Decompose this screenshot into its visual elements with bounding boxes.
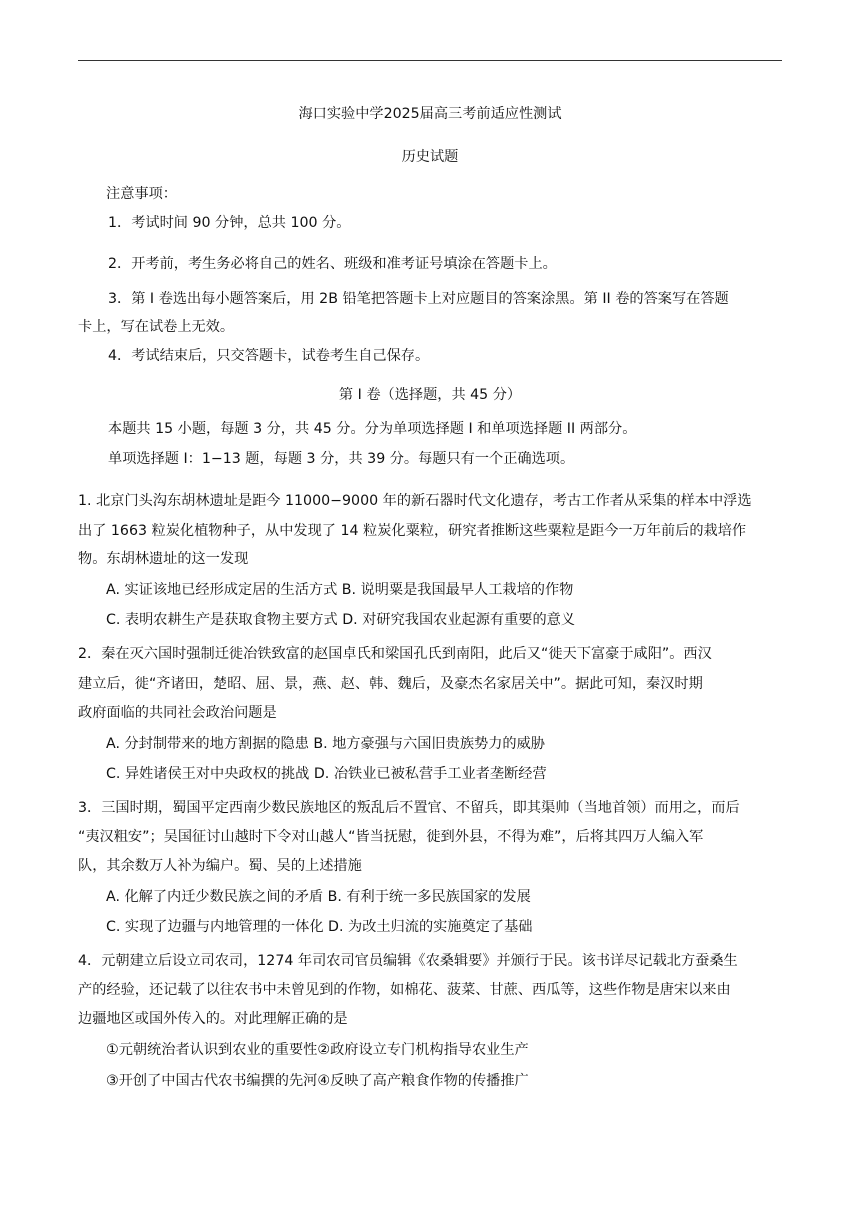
notice-item: 3．第 I 卷选出每小题答案后，用 2B 铅笔把答题卡上对应题目的答案涂黑。第 II 卷的答案写在答题 — [108, 291, 729, 307]
question-2-options: C. 异姓诸侯王对中央政权的挑战 D. 冶铁业已被私营手工业者垄断经营 — [106, 766, 547, 782]
question-3-text: “夷汉粗安”；吴国征讨山越时下令对山越人“皆当抚慰，徙到外县，不得为难”，后将其四万人编入军 — [78, 829, 704, 845]
question-1-options: A. 实证该地已经形成定居的生活方式 B. 说明粟是我国最早人工栽培的作物 — [106, 582, 574, 598]
question-4-options: ③开创了中国古代农书编撰的先河④反映了高产粮食作物的传播推广 — [106, 1073, 529, 1089]
exam-title: 海口实验中学2025届高三考前适应性测试 — [298, 106, 562, 122]
question-2-options: A. 分封制带来的地方割据的隐患 B. 地方豪强与六国旧贵族势力的威胁 — [106, 736, 545, 752]
notice-item: 卡上，写在试卷上无效。 — [78, 319, 235, 335]
question-1-options: C. 表明农耕生产是获取食物主要方式 D. 对研究我国农业起源有重要的意义 — [106, 612, 576, 628]
subject-title: 历史试题 — [401, 149, 459, 165]
question-3-options: A. 化解了内迁少数民族之间的矛盾 B. 有利于统一多民族国家的发展 — [106, 889, 531, 905]
section-intro: 本题共 15 小题，每题 3 分，共 45 分。分为单项选择题 I 和单项选择题 II 两部分。 — [108, 421, 637, 437]
header-rule — [78, 60, 782, 61]
section-subheading: 单项选择题 I：1−13 题，每题 3 分，共 39 分。每题只有一个正确选项。 — [108, 451, 575, 467]
question-4-options: ①元朝统治者认识到农业的重要性②政府设立专门机构指导农业生产 — [106, 1042, 529, 1058]
question-1-text: 1. 北京门头沟东胡林遗址是距今 11000−9000 年的新石器时代文化遗存，考古工作者从采集的样本中浮选 — [78, 493, 752, 509]
question-2-text: 2．秦在灭六国时强制迁徙冶铁致富的赵国卓氏和梁国孔氏到南阳，此后又“徙天下富豪于咸阳”。西汉 — [78, 646, 712, 662]
question-3-text: 队，其余数万人补为编户。蜀、吴的上述措施 — [78, 858, 362, 874]
question-4-text: 产的经验，还记载了以往农书中未曾见到的作物，如棉花、菠菜、甘蔗、西瓜等，这些作物是唐宋以来由 — [78, 982, 731, 998]
question-1-text: 物。东胡林遗址的这一发现 — [78, 551, 249, 567]
question-3-text: 3．三国时期，蜀国平定西南少数民族地区的叛乱后不置官、不留兵，即其渠帅（当地首领）而用之，而后 — [78, 800, 740, 816]
question-2-text: 政府面临的共同社会政治问题是 — [78, 705, 277, 721]
question-4-text: 4．元朝建立后设立司农司，1274 年司农司官员编辑《农桑辑要》并颁行于民。该书详尽记载北方蚕桑生 — [78, 953, 738, 969]
section-title: 第 I 卷（选择题，共 45 分） — [338, 387, 522, 403]
question-4-text: 边疆地区或国外传入的。对此理解正确的是 — [78, 1011, 348, 1027]
question-1-text: 出了 1663 粒炭化植物种子，从中发现了 14 粒炭化粟粒，研究者推断这些粟粒是距今一万年前后的栽培作 — [78, 523, 747, 539]
notice-heading: 注意事项： — [106, 186, 177, 202]
notice-item: 1．考试时间 90 分钟，总共 100 分。 — [108, 215, 351, 231]
notice-item: 2．开考前，考生务必将自己的姓名、班级和准考证号填涂在答题卡上。 — [108, 256, 557, 272]
question-2-text: 建立后，徙“齐诸田，楚昭、屈、景，燕、赵、韩、魏后，及豪杰名家居关中”。据此可知，秦汉时期 — [78, 676, 703, 692]
notice-item: 4．考试结束后，只交答题卡，试卷考生自己保存。 — [108, 348, 430, 364]
question-3-options: C. 实现了边疆与内地管理的一体化 D. 为改土归流的实施奠定了基础 — [106, 919, 533, 935]
